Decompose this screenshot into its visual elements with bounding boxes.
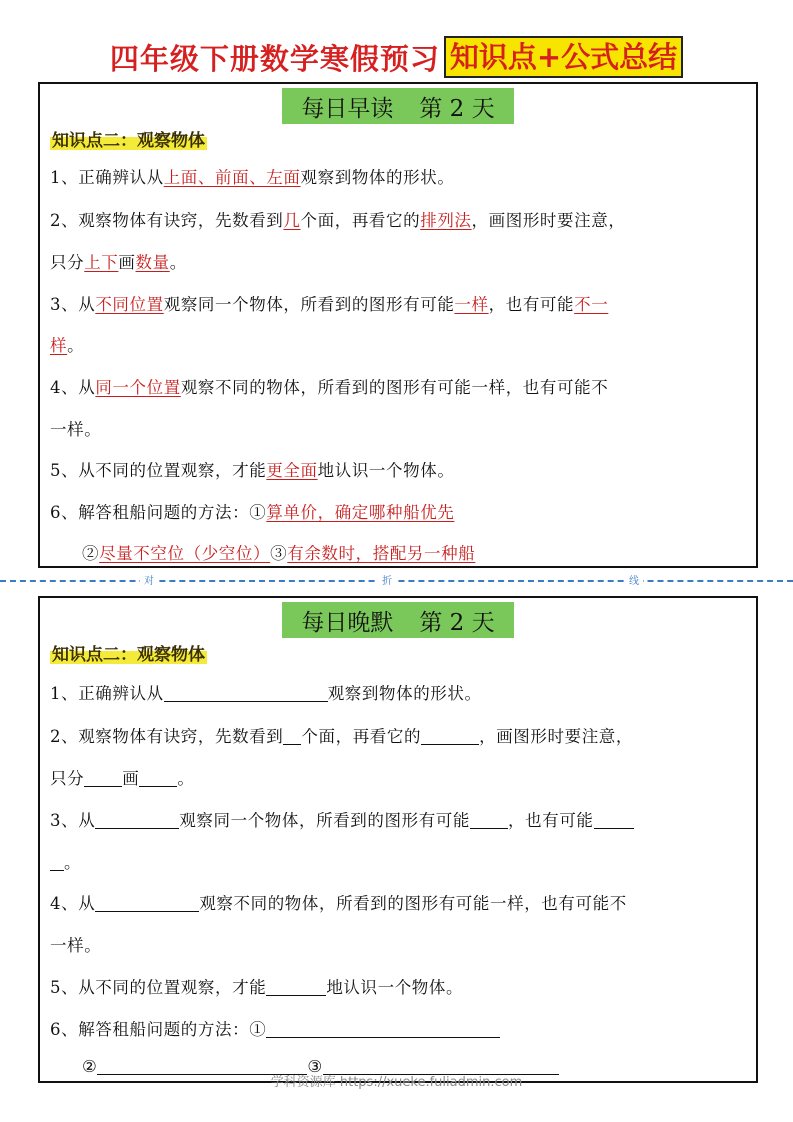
evening-topic: 知识点二：观察物体 [50,640,207,664]
text: ② [82,544,100,563]
text: 观察到物体的形状。 [327,684,482,703]
text: ，也有可能 [488,295,575,314]
fill-blank[interactable] [470,812,508,829]
text: ③ [270,544,288,563]
fill-blank[interactable] [594,812,634,829]
fill-blank[interactable] [283,728,301,745]
morning-line-5 [50,457,750,481]
morning-line-6b [82,540,782,564]
text: 观察不同的物体，所看到的图形有可能一样，也有可能不 [180,378,609,397]
fill-blank[interactable] [139,770,177,787]
text: 2、观察物体有诀窍，先数看到 [50,727,284,746]
morning-header [282,88,514,124]
fold-line [0,580,793,582]
answer: 同一个位置 [95,378,181,397]
morning-line-2 [50,207,750,231]
text: 。 [169,253,187,272]
morning-topic: 知识点二：观察物体 [50,126,207,150]
text: 1、正确辨认从 [50,684,164,703]
answer: 有余数时，搭配另一种船 [287,544,476,563]
fill-blank[interactable] [164,685,328,702]
morning-header-left: 每日早读 [301,95,394,122]
fill-blank[interactable] [50,854,64,871]
text: 。 [177,769,195,788]
morning-line-3 [50,291,750,315]
title-main: 四年级下册数学寒假预习 [109,41,440,76]
text: 个面，再看它的 [301,727,422,746]
text: 3、从 [50,295,96,314]
text: 观察同一个物体，所看到的图形有可能 [179,811,471,830]
morning-header-right: 第 2 天 [419,95,495,122]
morning-reading-box [38,82,758,568]
evening-line-2 [50,723,750,747]
answer: 几 [283,211,301,230]
text: ② [82,1057,98,1076]
evening-header-right: 第 2 天 [419,609,495,636]
watermark: 学科资源库 https://xueke.fuliadmin.com [270,1075,523,1090]
evening-line-5 [50,974,750,998]
evening-dictation-box [38,596,758,1083]
answer: 排列法 [420,211,472,230]
fold-label-3: 线 [625,572,643,587]
text: 6、解答租船问题的方法：① [50,1020,267,1039]
fill-blank[interactable] [266,1021,500,1038]
fold-label-1: 对 [140,572,158,587]
text: ，也有可能 [508,811,594,830]
text: 观察到物体的形状。 [300,168,455,187]
answer: 更全面 [266,461,318,480]
morning-line-4b: 一样。 [50,420,102,439]
answer: 上面、前面、左面 [163,168,301,187]
evening-header [282,602,514,638]
fill-blank[interactable] [421,728,479,745]
fill-blank[interactable] [266,979,326,996]
evening-line-2b [50,765,750,789]
text: 。 [64,853,82,872]
answer: 算单价，确定哪种船优先 [266,503,455,522]
morning-line-6 [50,499,750,523]
text: 只分 [50,253,85,272]
answer: 样 [50,336,68,355]
title-highlight: 知识点+公式总结 [444,36,683,78]
answer: 尽量不空位（少空位） [99,544,271,563]
morning-line-3b [50,332,750,356]
evening-line-3b [50,849,750,873]
answer: 数量 [135,253,170,272]
text: 1、正确辨认从 [50,168,164,187]
text: 观察不同的物体，所看到的图形有可能一样，也有可能不 [199,894,627,913]
text: 画 [122,769,140,788]
evening-line-4 [50,890,750,914]
evening-header-left: 每日晚默 [301,609,394,636]
fill-blank[interactable] [95,895,199,912]
text: 地认识一个物体。 [326,978,464,997]
evening-line-4b: 一样。 [50,936,102,955]
text: 4、从 [50,894,96,913]
fold-label-2: 折 [378,572,396,587]
text: 地认识一个物体。 [317,461,455,480]
text: ，画图形时要注意， [479,727,634,746]
text: 个面，再看它的 [300,211,421,230]
text: ③ [307,1057,323,1076]
text: 只分 [50,769,85,788]
evening-line-6 [50,1016,750,1040]
evening-line-1 [50,680,750,704]
answer: 不同位置 [95,295,164,314]
morning-line-2b [50,249,750,273]
fill-blank[interactable] [95,812,179,829]
text: 。 [67,336,85,355]
text: 6、解答租船问题的方法：① [50,503,267,522]
answer: 一样 [454,295,489,314]
answer: 不一 [574,295,609,314]
text: 5、从不同的位置观察，才能 [50,978,267,997]
evening-line-3 [50,807,750,831]
fill-blank[interactable] [84,770,122,787]
morning-line-4 [50,374,750,398]
text: 2、观察物体有诀窍，先数看到 [50,211,284,230]
text: ，画图形时要注意， [471,211,626,230]
text: 画 [118,253,136,272]
answer: 上下 [84,253,119,272]
text: 4、从 [50,378,96,397]
page-title [0,34,793,80]
text: 3、从 [50,811,96,830]
morning-line-1 [50,164,750,188]
text: 5、从不同的位置观察，才能 [50,461,267,480]
text: 观察同一个物体，所看到的图形有可能 [163,295,455,314]
